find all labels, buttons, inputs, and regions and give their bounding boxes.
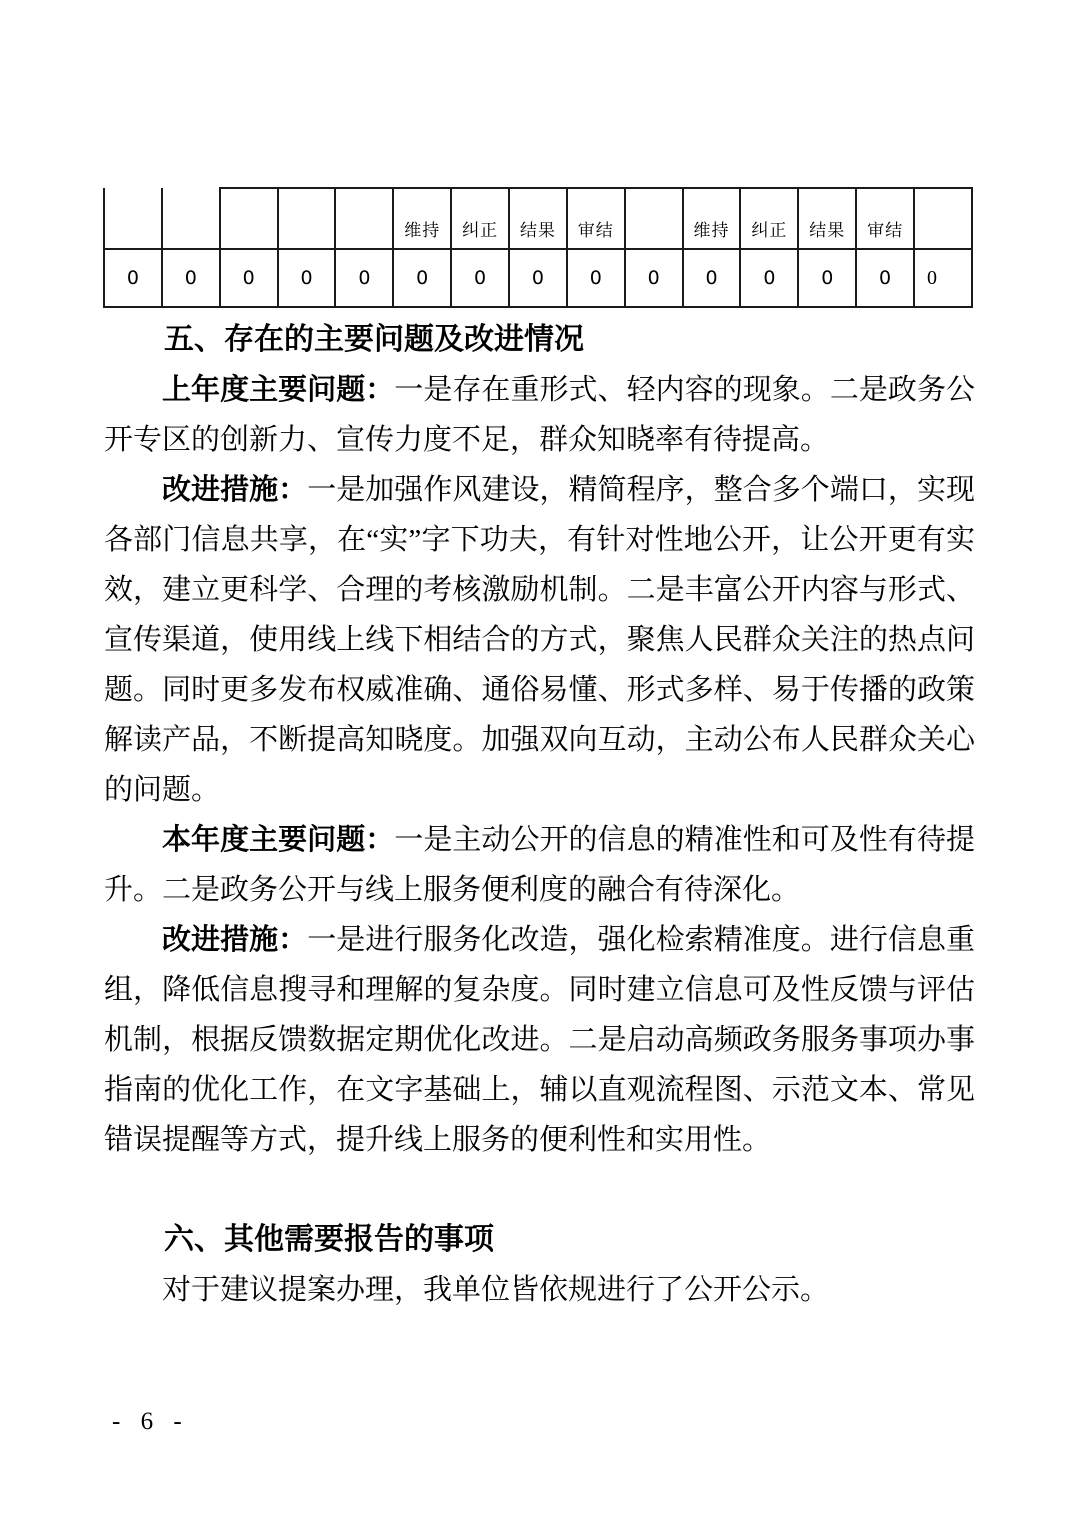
paragraph-lead: 改进措施： <box>162 474 308 506</box>
table-cell: 0 <box>104 249 162 307</box>
table-header-cell: 维持 <box>683 188 741 249</box>
paragraph-text: 一是进行服务化改造，强化检索精准度。进行信息重组，降低信息搜寻和理解的复杂度。同时建立信息可及性反馈与评估机制，根据反馈数据定期优化改进。二是启动高频政务服务事项办事指南的优化工作，在文字基础上，辅以直观流程图、示范文本、常见错误提醒等方式，提升线上服务的便利性和实用性。 <box>104 924 975 1156</box>
table-header-cell <box>335 188 393 249</box>
paragraph-previous-year-problems <box>104 365 975 465</box>
paragraph-text: 一是主动公开的信息的精准性和可及性有待提升。二是政务公开与线上服务便利度的融合有待深化。 <box>104 824 975 906</box>
table-cell: 0 <box>393 249 451 307</box>
section-5-heading: 五、存在的主要问题及改进情况 <box>164 323 584 356</box>
table-cell: 0 <box>162 249 220 307</box>
paragraph-other-matters <box>104 1265 975 1315</box>
table-cell: 0 <box>683 249 741 307</box>
table-header-cell <box>625 188 683 249</box>
table-cell: 0 <box>625 249 683 307</box>
table-cell: 0 <box>914 249 972 307</box>
table-cell: 0 <box>856 249 914 307</box>
document-body <box>104 315 975 1315</box>
table-header-cell <box>914 188 972 249</box>
table-header-cell: 审结 <box>856 188 914 249</box>
paragraph-text: 一是存在重形式、轻内容的现象。二是政务公开专区的创新力、宣传力度不足，群众知晓率有待提高。 <box>104 374 975 456</box>
table-header-cell: 结果 <box>798 188 856 249</box>
table-cell: 0 <box>278 249 336 307</box>
table-header-cell: 纠正 <box>740 188 798 249</box>
table-cell: 0 <box>509 249 567 307</box>
paragraph-current-year-problems <box>104 815 975 915</box>
table-cell: 0 <box>451 249 509 307</box>
table-header-cell: 维持 <box>393 188 451 249</box>
table-header-cell: 审结 <box>567 188 625 249</box>
table-cell: 0 <box>567 249 625 307</box>
paragraph-current-year-measures <box>104 915 975 1165</box>
paragraph-lead: 本年度主要问题： <box>162 824 395 856</box>
table-data-row <box>104 249 972 307</box>
section-spacer <box>104 1165 975 1215</box>
paragraph-lead: 改进措施： <box>162 924 308 956</box>
page-number: - 6 - <box>112 1408 189 1435</box>
table-header-cell: 结果 <box>509 188 567 249</box>
table-header-cell <box>220 188 278 249</box>
table-header-row <box>104 188 972 249</box>
table-header-cell <box>278 188 336 249</box>
table-cell: 0 <box>335 249 393 307</box>
review-statistics-table <box>103 187 973 308</box>
paragraph-text: 一是加强作风建设，精简程序，整合多个端口，实现各部门信息共享，在“实”字下功夫，有针对性地公开，让公开更有实效，建立更科学、合理的考核激励机制。二是丰富公开内容与形式、宣传渠道，使用线上线下相结合的方式，聚焦人民群众关注的热点问题。同时更多发布权威准确、通俗易懂、形式多样、易于传播的政策解读产品，不断提高知晓度。加强双向互动，主动公布人民群众关心的问题。 <box>104 474 975 806</box>
table-cell: 0 <box>220 249 278 307</box>
table-header-cell <box>104 188 162 249</box>
paragraph-previous-year-measures <box>104 465 975 815</box>
section-6-heading: 六、其他需要报告的事项 <box>164 1223 494 1256</box>
paragraph-text: 对于建议提案办理，我单位皆依规进行了公开公示。 <box>162 1274 830 1306</box>
table-cell: 0 <box>798 249 856 307</box>
table-cell: 0 <box>740 249 798 307</box>
table-header-cell: 纠正 <box>451 188 509 249</box>
paragraph-lead: 上年度主要问题： <box>162 374 395 406</box>
table-header-cell <box>162 188 220 249</box>
